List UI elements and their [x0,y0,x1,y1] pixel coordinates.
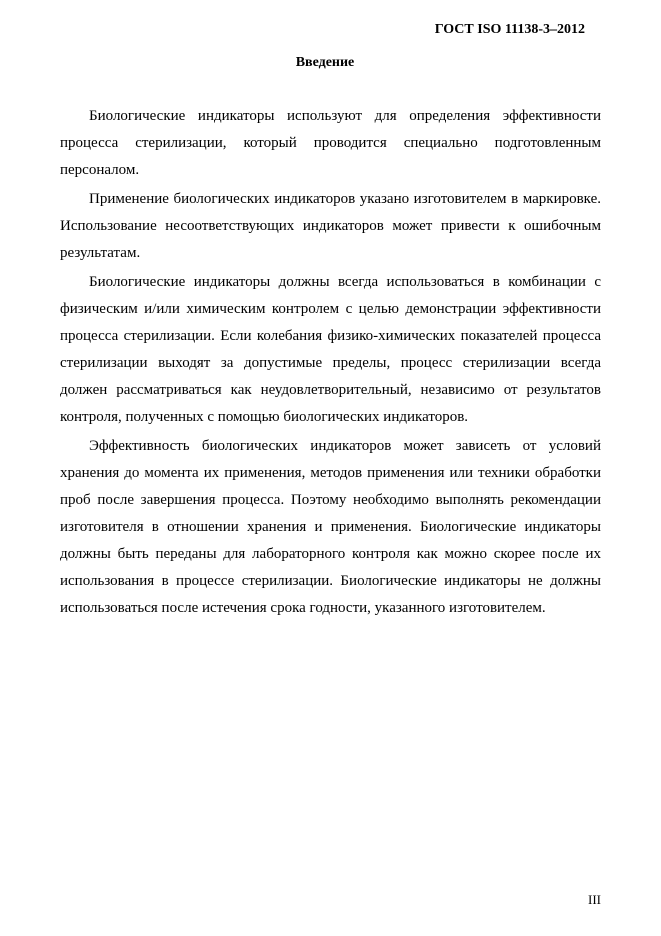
document-code: ГОСТ ISO 11138-3–2012 [434,22,585,37]
section-title: Введение [295,55,355,70]
paragraph-3: Биологические индикаторы должны всегда использоваться в комбинации с физическим и/или химическим контролем с целью демонстрации эффективности процесса стерилизации. Если колебания физико-химических показателей процесса стерилизации выходят за допустимые пределы, процесс стерилизации всегда должен рассматриваться как неудовлетворительный, независимо от результатов контроля, полученных с помощью биологических индикаторов. [60,274,601,425]
paragraph-4: Эффективность биологических индикаторов может зависеть от условий хранения до момента их применения, методов применения или техники обработки проб после завершения процесса. Поэтому необходимо выполнять рекомендации изготовителя в отношении хранения и применения. Биологические индикаторы должны быть переданы для лабораторного контроля как можно скорее после их использования в процессе стерилизации. Биологические индикаторы не должны использоваться после истечения срока годности, указанного изготовителем. [60,438,601,616]
paragraph-1: Биологические индикаторы используют для определения эффективности процесса стерилизации, который проводится специально подготовленным персоналом. [60,108,601,178]
text-body [60,103,601,624]
page-number: III [588,892,601,907]
paragraph-2: Применение биологических индикаторов указано изготовителем в маркировке. Использование несоответствующих индикаторов может привести к ошибочным результатам. [60,191,601,261]
